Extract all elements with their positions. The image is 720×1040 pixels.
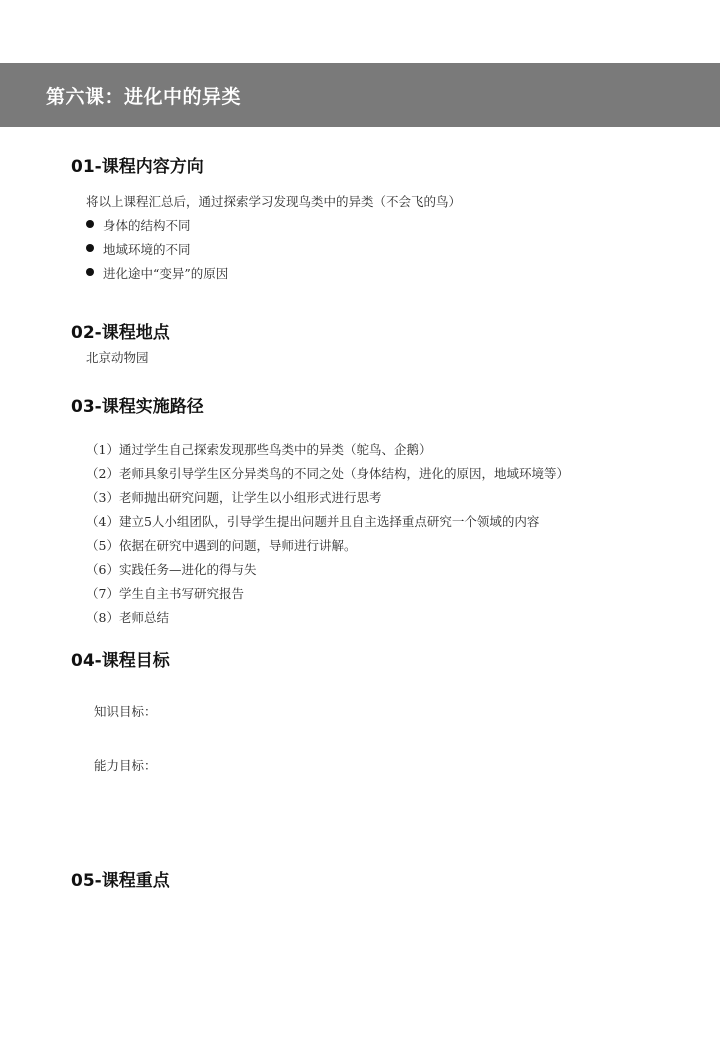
lesson-title-banner	[0, 63, 720, 127]
section-heading-location: 02-课程地点	[71, 323, 170, 343]
list-item-text: 进化途中“变异”的原因	[103, 266, 229, 281]
content-direction-intro: 将以上课程汇总后，通过探索学习发现鸟类中的异类（不会飞的鸟）	[86, 194, 462, 209]
ability-goal-label: 能力目标：	[94, 758, 157, 773]
implementation-step: （3）老师抛出研究问题，让学生以小组形式进行思考	[86, 490, 382, 505]
section-heading-implementation: 03-课程实施路径	[71, 397, 204, 417]
implementation-step: （6）实践任务—进化的得与失	[86, 562, 257, 577]
implementation-step: （2）老师具象引导学生区分异类鸟的不同之处（身体结构，进化的原因，地域环境等）	[86, 466, 569, 481]
list-item-text: 身体的结构不同	[103, 218, 191, 233]
list-item-text: 地域环境的不同	[103, 242, 191, 257]
bullet-icon	[86, 220, 94, 228]
implementation-step: （5）依据在研究中遇到的问题，导师进行讲解。	[86, 538, 357, 553]
section-heading-key-points: 05-课程重点	[71, 871, 170, 891]
bullet-icon	[86, 244, 94, 252]
knowledge-goal-label: 知识目标：	[94, 704, 157, 719]
implementation-step: （7）学生自主书写研究报告	[86, 586, 244, 601]
section-heading-goals: 04-课程目标	[71, 651, 170, 671]
section-heading-content-direction: 01-课程内容方向	[71, 157, 204, 177]
implementation-step: （4）建立5人小组团队，引导学生提出问题并且自主选择重点研究一个领域的内容	[86, 514, 540, 529]
course-location: 北京动物园	[86, 350, 149, 365]
implementation-step: （8）老师总结	[86, 610, 169, 625]
lesson-title: 第六课：进化中的异类	[46, 86, 242, 108]
implementation-step: （1）通过学生自己探索发现那些鸟类中的异类（鸵鸟、企鹅）	[86, 442, 432, 457]
bullet-icon	[86, 268, 94, 276]
